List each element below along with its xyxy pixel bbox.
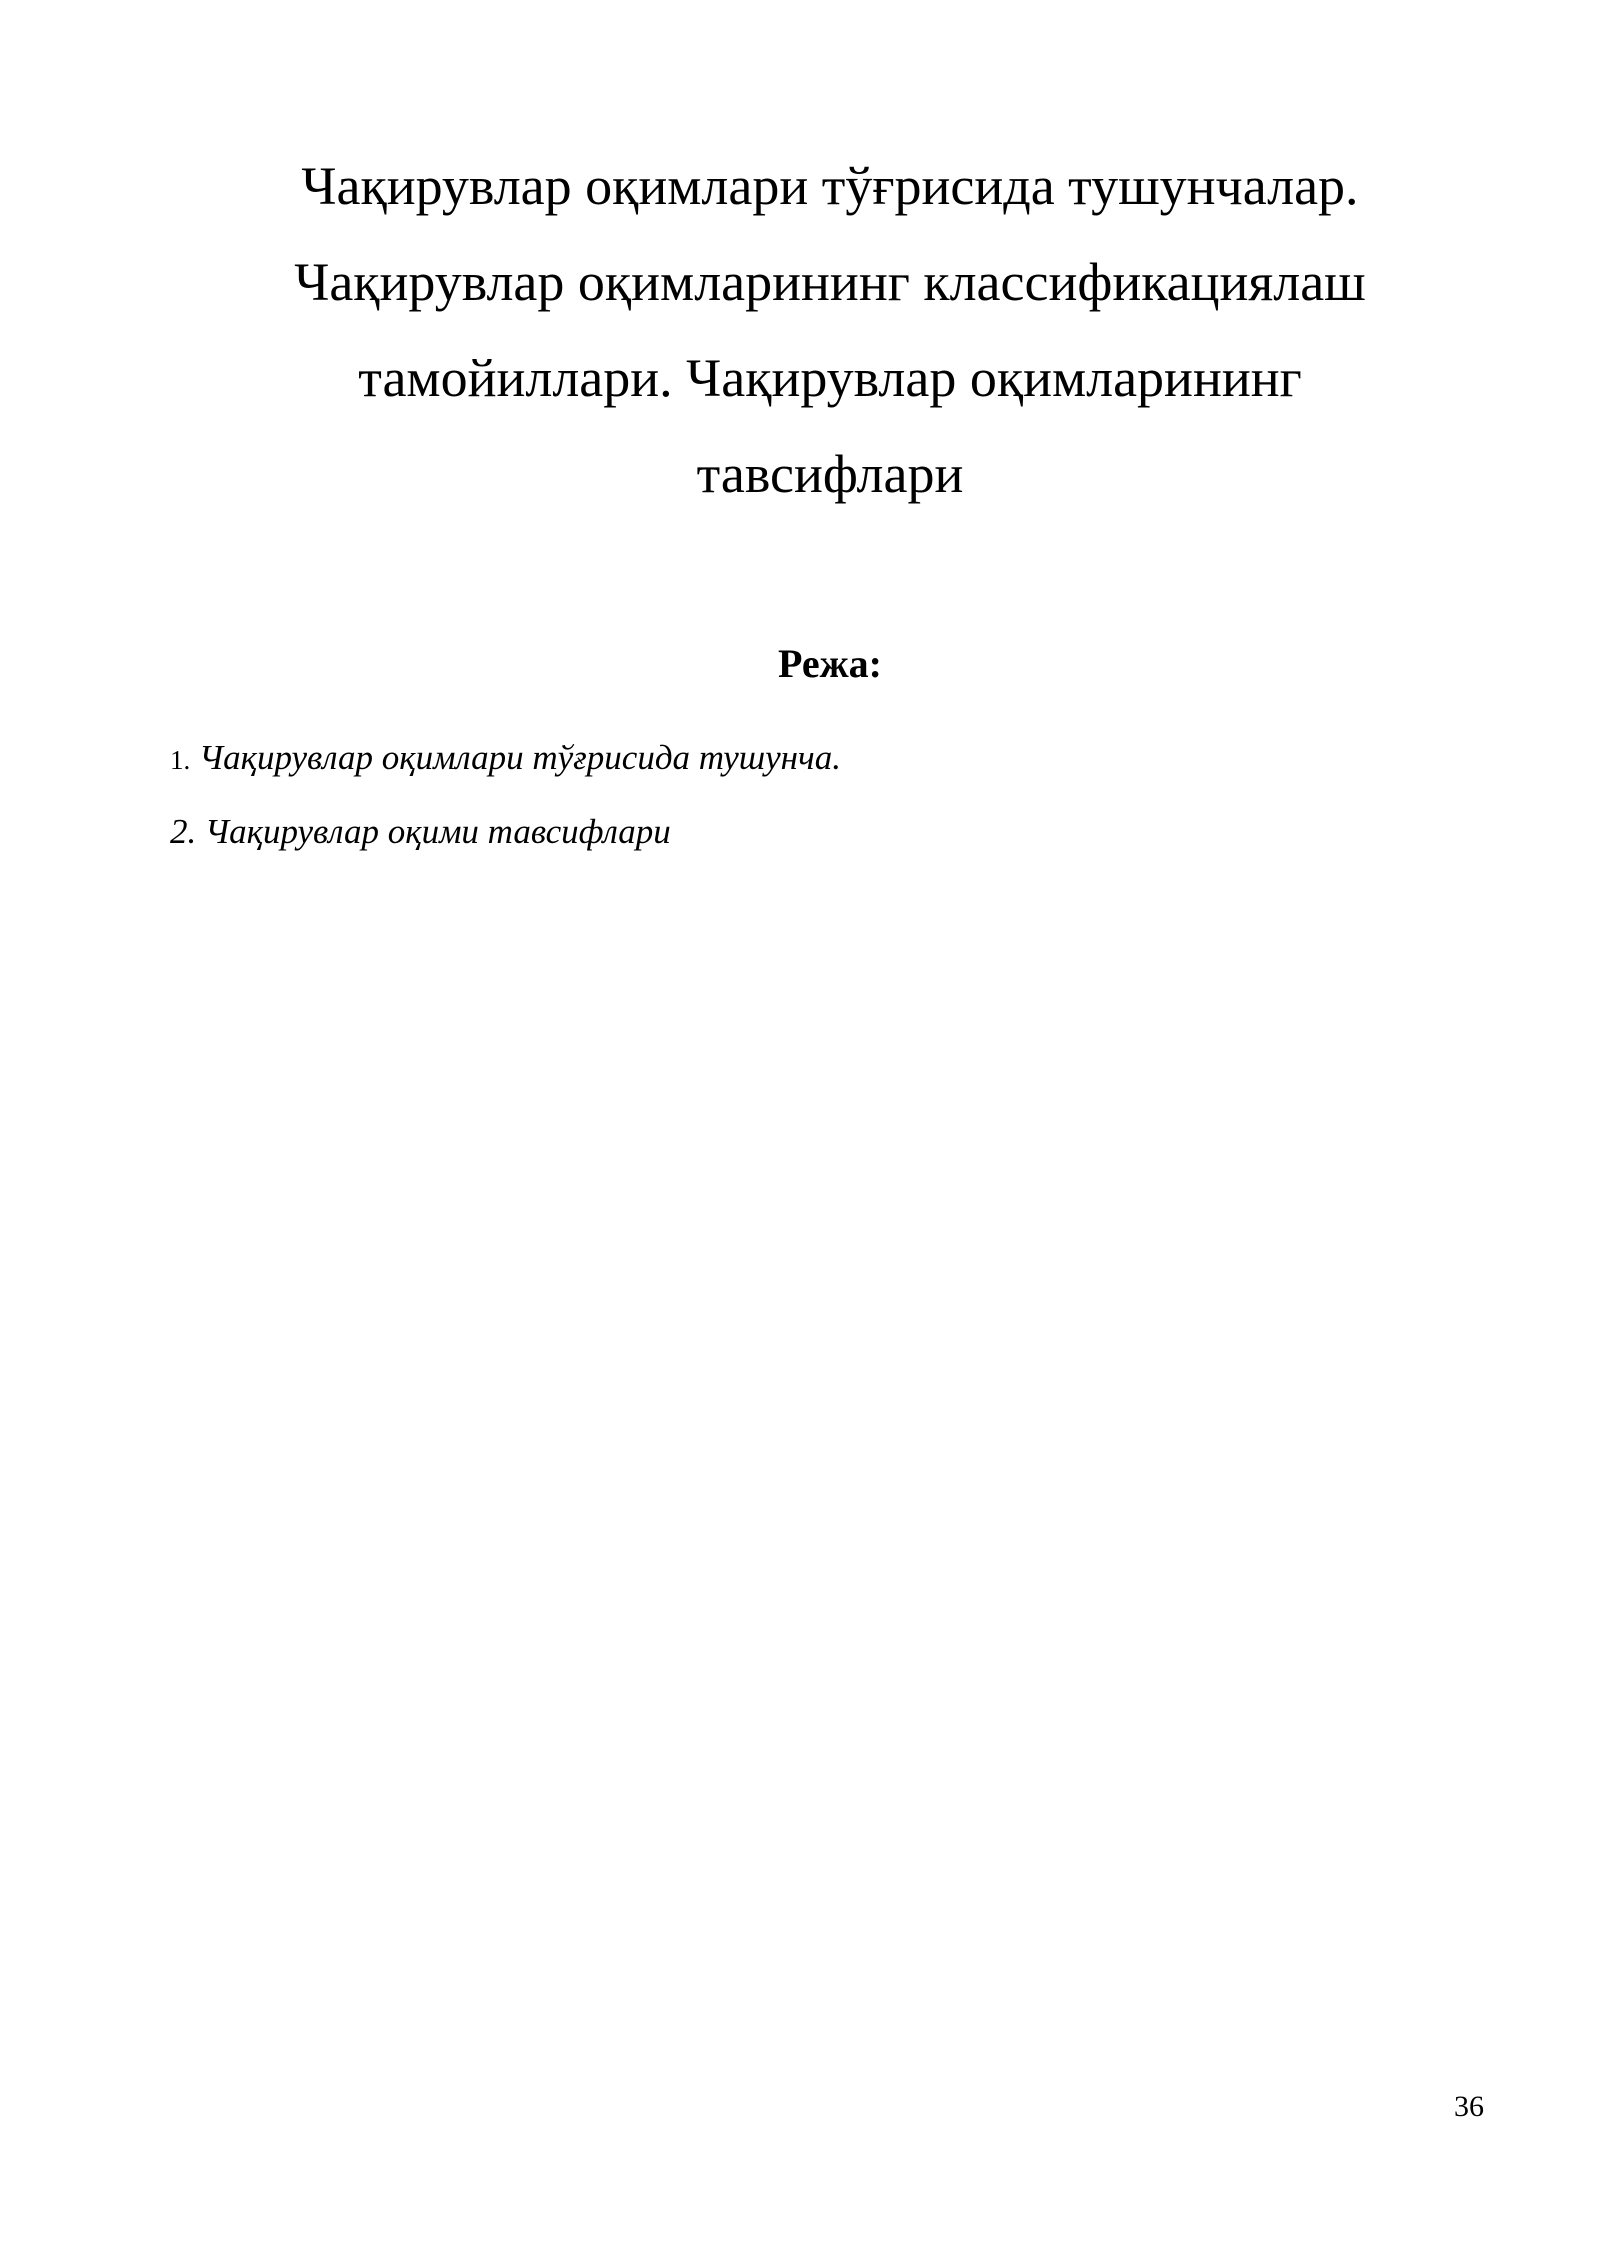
- plan-item-number: 1.: [170, 745, 191, 775]
- page-title: [200, 138, 1460, 522]
- plan-item-text: Чақирувлар оқимлари тўғрисида тушунча.: [199, 738, 841, 777]
- plan-item: [170, 722, 841, 796]
- title-line: тамойиллари. Чақирувлар оқимларининг: [358, 348, 1302, 408]
- plan-heading: Режа:: [778, 641, 882, 686]
- plan-item: [170, 796, 841, 868]
- plan-list: [170, 722, 841, 868]
- title-line: Чақирувлар оқимлари тўғрисида тушунчалар.: [301, 156, 1359, 216]
- plan-item-number: 2.: [170, 812, 197, 851]
- title-line: Чақирувлар оқимларининг классификациялаш: [294, 252, 1366, 312]
- page-number: 36: [1454, 2090, 1484, 2123]
- plan-item-text: Чақирувлар оқими тавсифлари: [205, 812, 671, 851]
- title-line: тавсифлари: [696, 444, 964, 504]
